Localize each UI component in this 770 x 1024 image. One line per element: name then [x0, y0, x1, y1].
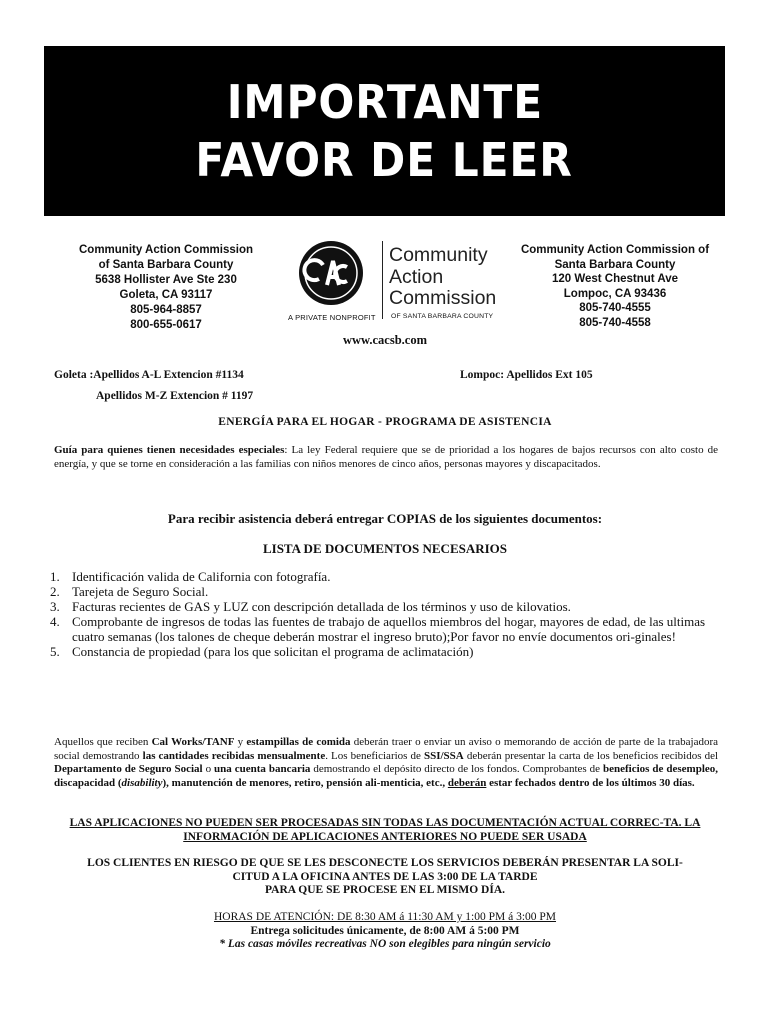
paragraph-text: o	[202, 763, 215, 775]
list-item-number: 5.	[50, 644, 60, 659]
paragraph-emphasis: Cal Works/TANF	[151, 736, 235, 748]
list-item-number: 3.	[50, 599, 60, 614]
list-item-text: Comprobante de ingresos de todas las fuentes de trabajo de aquellos miembros del hogar, mayores de edad, de las ultimas cuatro semanas (los talones de cheque deberán mostrar el ingreso bruto);Por favor no envíe documentos ori-ginales!	[72, 614, 706, 644]
special-needs-guide	[54, 444, 718, 471]
list-item-text: Facturas recientes de GAS y LUZ con descripción detallada de los términos y uso de kilovatios.	[72, 599, 571, 614]
paragraph-text: . Los beneficiarios de	[325, 749, 424, 762]
benefits-proof-paragraph	[54, 736, 718, 790]
mobile-homes-note: * Las casas móviles recreativas NO son elegibles para ningún servicio	[219, 938, 551, 950]
notice-line: CITUD A LA OFICINA ANTES DE LAS 3:00 DE LA TARDE	[232, 870, 538, 883]
logo-divider	[382, 241, 383, 319]
logo-wordmark-line: Commission	[389, 287, 497, 309]
paragraph-text: Aquellos que reciben	[54, 736, 152, 748]
paragraph-text: demostrando el depósito directo de los fondos. Comprobantes de	[310, 763, 604, 775]
list-item-text: Tarejeta de Seguro Social.	[72, 584, 209, 599]
paragraph-text: deberán presentar la carta de los beneficios recibidos del	[463, 749, 719, 762]
paragraph-italic: disability	[121, 776, 163, 789]
goleta-address-line: Community Action Commission	[79, 244, 253, 256]
incomplete-applications-notice: LAS APLICACIONES NO PUEDEN SER PROCESADAS SIN TODAS LAS DOCUMENTACIÓN ACTUAL CORREC-TA. LA INFORMACIÓN DE APLICACIONES ANTERIORES NO PUEDE SER USADA	[69, 817, 701, 843]
goleta-address-line: Goleta, CA 93117	[119, 289, 213, 301]
logo-wordmark-line: Community	[389, 244, 488, 266]
lompoc-address-line: Lompoc, CA 93436	[563, 287, 667, 300]
documents-list	[50, 569, 720, 659]
logo-tagline-left: A PRIVATE NONPROFIT	[288, 313, 376, 322]
lompoc-office-address	[508, 243, 722, 330]
cac-monogram-icon	[297, 239, 365, 307]
list-item-text: Identificación valida de California con fotografía.	[72, 569, 331, 584]
goleta-address-line: 5638 Hollister Ave Ste 230	[95, 274, 237, 286]
program-title: ENERGÍA PARA EL HOGAR - PROGRAMA DE ASISTENCIA	[218, 416, 552, 428]
logo-wordmark	[389, 245, 496, 310]
logo-tagline-right: OF SANTA BARBARA COUNTY	[391, 313, 494, 320]
paragraph-emphasis: estampillas de comida	[246, 736, 351, 748]
notice-line: LOS CLIENTES EN RIESGO DE QUE SE LES DESCONECTE LOS SERVICIOS DEBERÁN PRESENTAR LA SOLI-	[87, 857, 683, 869]
lompoc-extension: Lompoc: Apellidos Ext 105	[460, 369, 593, 381]
list-item-text: Constancia de propiedad (para los que solicitan el programa de aclimatación)	[72, 644, 474, 659]
office-hours: HORAS DE ATENCIÓN: DE 8:30 AM á 11:30 AM y 1:00 PM á 3:00 PM	[213, 911, 557, 923]
paragraph-emphasis: SSI/SSA	[423, 749, 464, 762]
website-link[interactable]: www.cacsb.com	[342, 333, 427, 347]
paragraph-text: y	[234, 736, 247, 748]
goleta-address-line: of Santa Barbara County	[98, 259, 234, 271]
list-item-number: 1.	[50, 569, 60, 584]
banner-title-line1: IMPORTANTE	[226, 75, 543, 129]
list-item	[50, 644, 720, 659]
paragraph-emphasis: ), manutención de menores, retiro, pensión ali-menticia, etc.,	[162, 776, 446, 789]
paragraph-emphasis: beneficios de desempleo, discapacidad (	[54, 763, 719, 789]
list-item-number: 4.	[50, 614, 60, 629]
banner-title-line2: FAVOR DE LEER	[195, 133, 574, 187]
logo-wordmark-line: Action	[389, 265, 444, 288]
paragraph-emphasis: una cuenta bancaria	[214, 763, 311, 775]
goleta-office-address	[60, 243, 272, 333]
lompoc-address-line: Community Action Commission of	[520, 244, 710, 256]
goleta-extension-a-l: Goleta :Apellidos A-L Extencion #1134	[54, 369, 244, 381]
notice-line: PARA QUE SE PROCESE EN EL MISMO DÍA.	[264, 884, 506, 896]
goleta-phone: 800-655-0617	[130, 319, 202, 331]
requirements-heading: Para recibir asistencia deberá entregar COPIAS de los siguientes documentos:	[167, 511, 603, 526]
guide-body: : La ley Federal requiere que se de prioridad a los hogares de bajos recursos con alto costo de energía, y que se torne en consideración a las familias con niños menores de cinco años, personas mayores y discapacitados.	[54, 444, 718, 470]
header-banner	[44, 46, 725, 216]
list-item	[50, 599, 720, 614]
list-item	[50, 569, 720, 584]
paragraph-emphasis: las cantidades recibidas mensualmente	[142, 749, 326, 762]
list-item-number: 2.	[50, 584, 60, 599]
lompoc-phone: 805-740-4555	[579, 302, 651, 314]
paragraph-text: deberán traer o enviar un aviso o memorando de acción de parte de la trabajadora social demostrando	[54, 736, 719, 762]
documents-list-title: LISTA DE DOCUMENTOS NECESARIOS	[262, 541, 508, 556]
paragraph-emphasis: estar fechados dentro de los últimos 30 días.	[486, 776, 695, 789]
lompoc-phone: 805-740-4558	[579, 316, 651, 329]
goleta-phone: 805-964-8857	[130, 304, 202, 316]
lompoc-address-line: Santa Barbara County	[554, 258, 676, 271]
goleta-extension-m-z: Apellidos M-Z Extencion # 1197	[96, 390, 254, 402]
disconnection-risk-notice	[54, 857, 716, 898]
list-item	[50, 584, 720, 599]
submission-hours: Entrega solicitudes únicamente, de 8:00 AM á 5:00 PM	[250, 925, 520, 937]
lompoc-address-line: 120 West Chestnut Ave	[551, 273, 679, 285]
paragraph-underlined: deberán	[447, 776, 487, 789]
paragraph-emphasis: Departamento de Seguro Social	[54, 763, 203, 775]
guide-lead: Guía para quienes tienen necesidades especiales	[54, 444, 285, 456]
cac-logo	[287, 233, 511, 325]
list-item	[50, 614, 720, 644]
